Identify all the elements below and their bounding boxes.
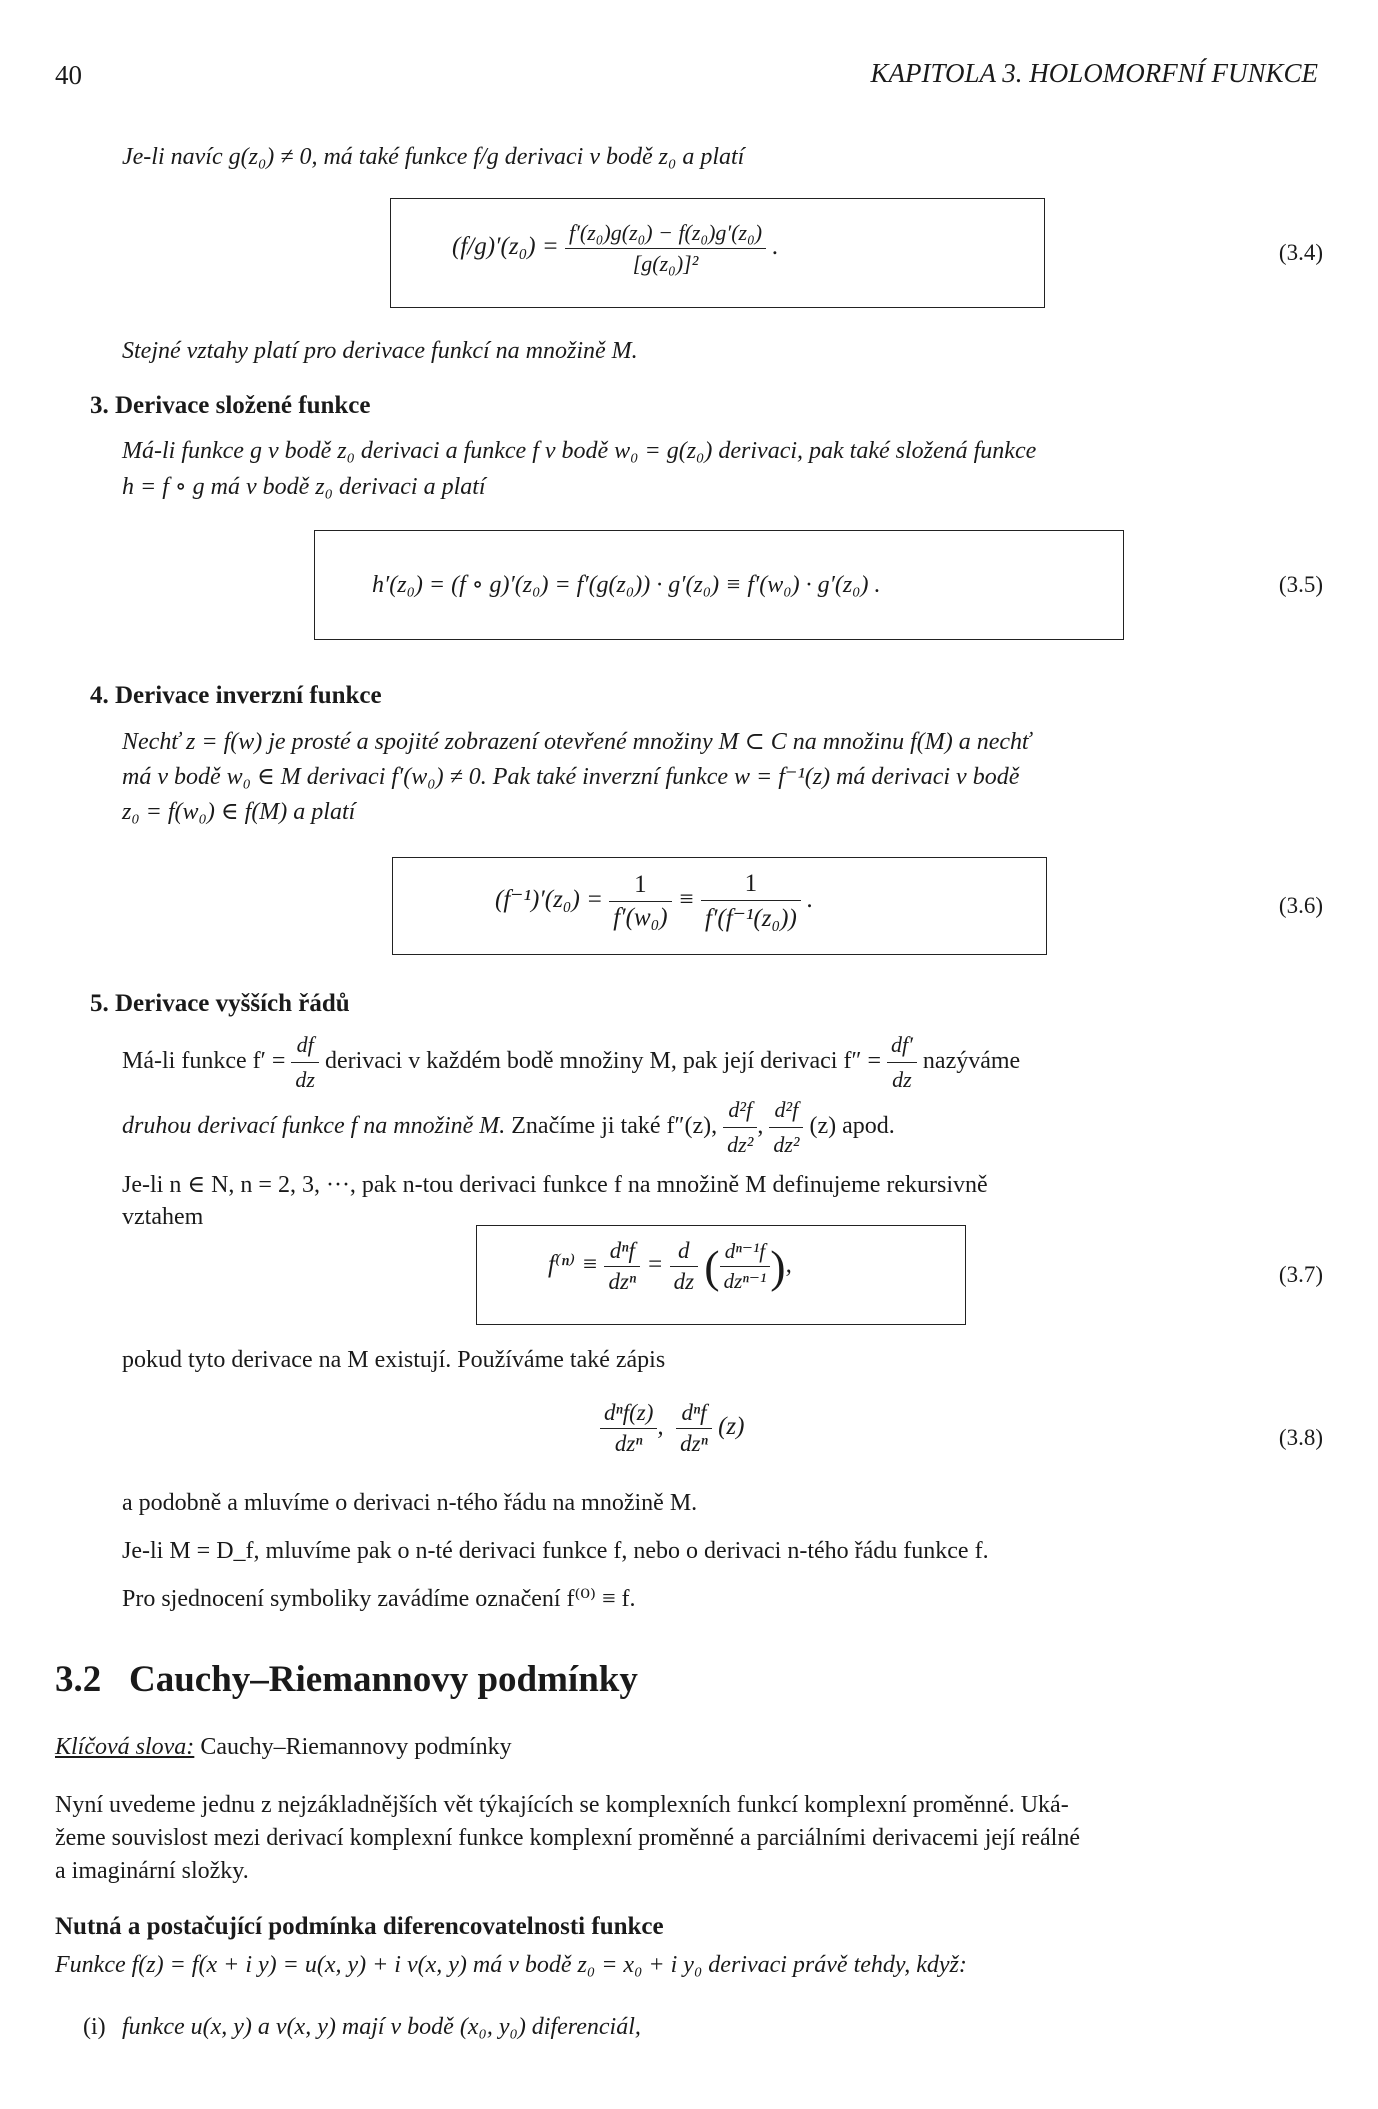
equation-number-3-6: (3.6) <box>1278 893 1323 918</box>
equation-number-3-8: (3.8) <box>1278 1425 1323 1450</box>
keywords-label: Klíčová slova: <box>55 1734 195 1760</box>
eq-3-7-den-2: dz <box>673 1269 695 1294</box>
eq-3-8-den-2: dzⁿ <box>680 1431 708 1456</box>
eq-3-7-mid: = <box>646 1251 664 1279</box>
section-heading <box>55 1658 638 1701</box>
item-5-frac-1-num: df <box>291 1030 319 1063</box>
existence-text: pokud tyto derivace na M existují. Používáme také zápis <box>122 1347 666 1373</box>
item-5-frac-3-num: d²f <box>723 1095 757 1128</box>
item-3-title: 3. Derivace složené funkce <box>90 392 371 419</box>
eq-3-4-tail: . <box>772 233 779 261</box>
paragraph-zero-derivative: Pro sjednocení symboliky zavádíme označení f⁽⁰⁾ ≡ f. <box>122 1586 636 1612</box>
keywords-line <box>55 1732 512 1762</box>
page-number: 40 <box>55 60 82 90</box>
eq-3-7-inner-num: dⁿ⁻¹f <box>720 1239 771 1267</box>
item-5-line-1b: derivaci v každém bodě množiny M, pak její derivaci f″ = <box>324 1048 881 1075</box>
item-5-frac-4-num: d²f <box>769 1095 803 1128</box>
equation-number-3-7: (3.7) <box>1278 1262 1323 1287</box>
eq-3-8-num-1: dⁿf(z) <box>600 1400 657 1429</box>
intro-paragraph-line-1: Nyní uvedeme jednu z nejzákladnějších vět týkajících se komplexních funkcí komplexní proměnné. Uká- <box>55 1792 1069 1818</box>
item-5-line-3: Je-li n ∈ N, n = 2, 3, ···, pak n-tou derivaci funkce f na množině M definujeme rekursivně <box>122 1172 988 1198</box>
item-5-line-2b: Značíme ji také f″(z), <box>511 1113 718 1140</box>
item-5-frac-4-den: dz² <box>773 1132 800 1157</box>
paragraph-df-domain: Je-li M = D_f, mluvíme pak o n-té derivaci funkce f, nebo o derivaci n-tého řádu funkce f. <box>122 1538 989 1564</box>
quotient-intro: Je-li navíc g(z₀) ≠ 0, má také funkce f/g derivaci v bodě z₀ a platí <box>122 144 745 170</box>
eq-3-4-lhs: (f/g)′(z₀) = <box>452 233 559 261</box>
eq-3-4-numerator: f′(z₀)g(z₀) − f(z₀)g′(z₀) <box>565 220 766 249</box>
item-5-line-4: vztahem <box>122 1204 204 1230</box>
item-5-line-2-sep: , <box>757 1113 764 1140</box>
equation-number-3-5: (3.5) <box>1278 572 1323 597</box>
keywords-value: Cauchy–Riemannovy podmínky <box>200 1734 512 1760</box>
eq-3-8-sep: , <box>657 1413 664 1441</box>
eq-3-8-tail: (z) <box>718 1413 745 1441</box>
item-5-frac-3-den: dz² <box>727 1132 754 1157</box>
section-title: Cauchy–Riemannovy podmínky <box>129 1659 638 1700</box>
equation-3-8 <box>600 1400 745 1457</box>
item-5-line-2c: (z) apod. <box>809 1113 895 1140</box>
item-4-title: 4. Derivace inverzní funkce <box>90 682 382 709</box>
section-number: 3.2 <box>55 1659 102 1700</box>
eq-3-6-mid: ≡ <box>677 886 695 914</box>
item-5-line-1 <box>122 1030 1020 1095</box>
paragraph-nth-order: a podobně a mluvíme o derivaci n-tého řádu na množině M. <box>122 1490 698 1516</box>
item-5-frac-2-den: dz <box>892 1067 912 1092</box>
item-5-title: 5. Derivace vyšších řádů <box>90 990 350 1017</box>
equation-3-5: h′(z₀) = (f ∘ g)′(z₀) = f′(g(z₀)) · g′(z₀) ≡ f′(w₀) · g′(z₀) . <box>372 572 881 598</box>
item-5-frac-2-num: df′ <box>887 1030 917 1063</box>
condition-i-text: funkce u(x, y) a v(x, y) mají v bodě (x₀, y₀) diferenciál, <box>122 2014 641 2040</box>
eq-3-6-num-1: 1 <box>609 871 671 902</box>
theorem-statement: Funkce f(z) = f(x + i y) = u(x, y) + i v(x, y) má v bodě z₀ = x₀ + i y₀ derivaci právě tehdy, když: <box>55 1952 967 1978</box>
eq-3-6-tail: . <box>807 886 814 914</box>
item-5-line-1a: Má-li funkce f′ = <box>122 1048 286 1075</box>
eq-3-7-tail: , <box>785 1251 792 1279</box>
same-relations-note: Stejné vztahy platí pro derivace funkcí na množině M. <box>122 338 638 364</box>
equation-3-4 <box>452 220 779 277</box>
eq-3-4-denominator: [g(z₀)]² <box>632 251 699 276</box>
item-5-frac-1-den: dz <box>295 1067 315 1092</box>
eq-3-6-lhs: (f⁻¹)′(z₀) = <box>495 886 603 914</box>
equation-3-6 <box>495 870 813 933</box>
eq-3-6-den-1: f′(w₀) <box>613 904 668 931</box>
item-4-line-3: z₀ = f(w₀) ∈ f(M) a platí <box>122 799 356 825</box>
item-3-line-2: h = f ∘ g má v bodě z₀ derivaci a platí <box>122 474 486 500</box>
item-4-line-2: má v bodě w₀ ∈ M derivaci f′(w₀) ≠ 0. Pak také inverzní funkce w = f⁻¹(z) má derivaci v bodě <box>122 764 1020 790</box>
eq-3-7-lhs: f⁽ⁿ⁾ ≡ <box>548 1251 599 1279</box>
item-5-line-1c: nazýváme <box>922 1048 1021 1075</box>
item-4-line-1: Nechť z = f(w) je prosté a spojité zobrazení otevřené množiny M ⊂ C na množinu f(M) a nechť <box>122 729 1031 755</box>
item-5-line-2 <box>122 1095 895 1160</box>
item-3-line-1: Má-li funkce g v bodě z₀ derivaci a funkce f v bodě w₀ = g(z₀) derivaci, pak také složená funkce <box>122 438 1037 464</box>
intro-paragraph-line-2: žeme souvislost mezi derivací komplexní funkce komplexní proměnné a parciálními derivacemi její reálné <box>55 1825 1080 1851</box>
condition-i-label: (i) <box>83 2014 106 2040</box>
equation-number-3-4: (3.4) <box>1278 240 1323 265</box>
theorem-title: Nutná a postačující podmínka diferencovatelnosti funkce <box>55 1913 664 1940</box>
running-header: KAPITOLA 3. HOLOMORFNÍ FUNKCE <box>870 58 1318 88</box>
eq-3-7-inner-den: dzⁿ⁻¹ <box>723 1269 767 1293</box>
eq-3-7-num-2: d <box>670 1238 698 1267</box>
intro-paragraph-line-3: a imaginární složky. <box>55 1858 249 1884</box>
eq-3-6-num-2: 1 <box>701 870 801 901</box>
item-5-line-2a: druhou derivací funkce f na množině M. <box>122 1113 506 1140</box>
equation-3-7: f⁽ⁿ⁾ ≡ $\frac{\text{dⁿf}}{\text{dzⁿ}}$ = $\frac{d}{dz}$ ( $\frac{\text{dⁿ⁻¹f}}{\text{dzⁿ⁻¹}}$ ), <box>548 1238 792 1294</box>
eq-3-6-den-2: f′(f⁻¹(z₀)) <box>705 905 797 932</box>
eq-3-8-num-2: dⁿf <box>676 1400 712 1429</box>
eq-3-8-den-1: dzⁿ <box>614 1431 643 1456</box>
eq-3-7-num-1: dⁿf <box>604 1238 640 1267</box>
eq-3-7-den-1: dzⁿ <box>608 1269 637 1294</box>
